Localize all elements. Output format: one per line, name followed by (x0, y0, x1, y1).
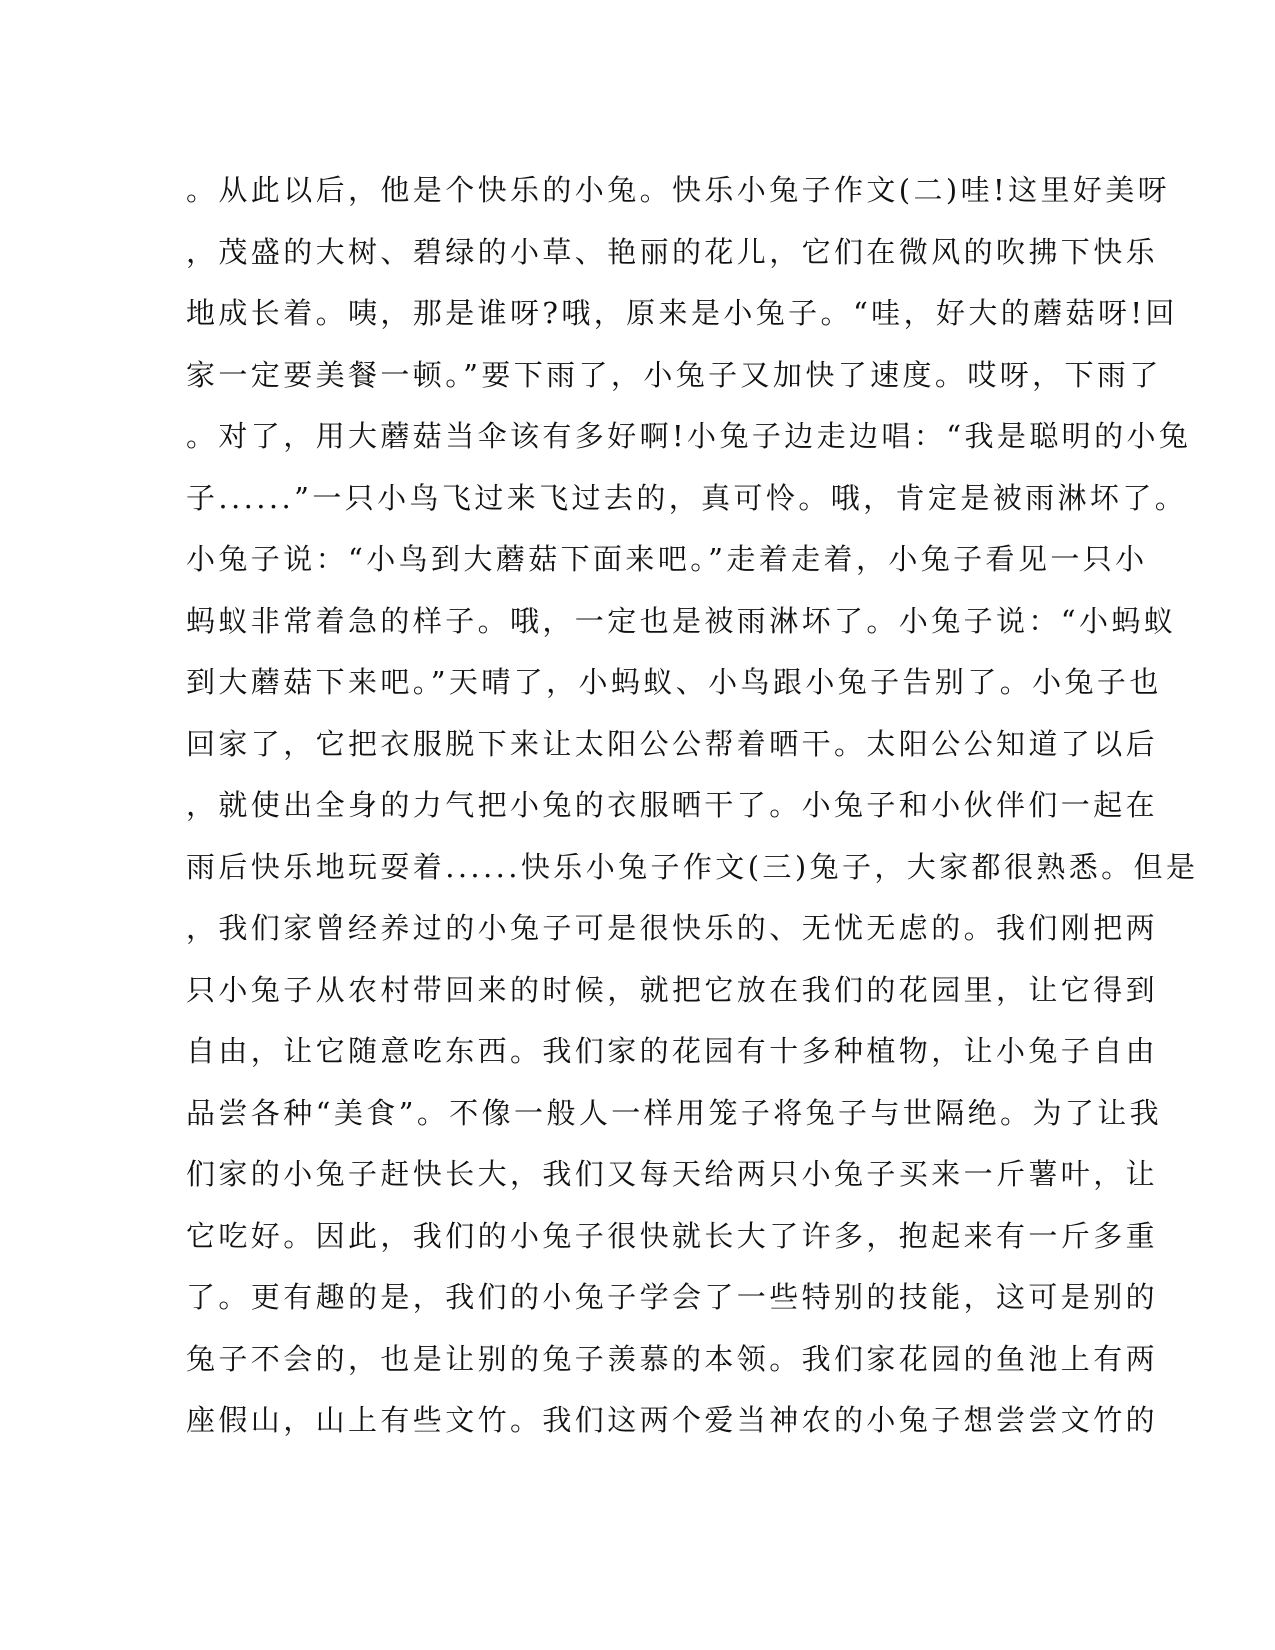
text-line: 只小兔子从农村带回来的时候，就把它放在我们的花园里，让它得到 (186, 972, 1159, 1007)
text-line: 小兔子说：“小鸟到大蘑菇下面来吧。”走着走着，小兔子看见一只小 (186, 542, 1148, 576)
text-line: 家一定要美餐一顿。”要下雨了，小兔子又加快了速度。哎呀，下雨了 (186, 357, 1162, 392)
text-line: 座假山，山上有些文竹。我们这两个爱当神农的小兔子想尝尝文竹的 (186, 1403, 1159, 1437)
text-line: 。对了，用大蘑菇当伞该有多好啊!小兔子边走边唱：“我是聪明的小兔 (186, 419, 1192, 453)
text-line: ，我们家曾经养过的小兔子可是很快乐的、无忧无虑的。我们刚把两 (186, 911, 1159, 945)
text-line: 蚂蚁非常着急的样子。哦，一定也是被雨淋坏了。小兔子说：“小蚂蚁 (186, 603, 1177, 638)
text-line: 们家的小兔子赶快长大，我们又每天给两只小兔子买来一斤薯叶，让 (186, 1157, 1159, 1191)
body-text (186, 160, 1199, 1452)
text-line: ，就使出全身的力气把小兔的衣服晒干了。小兔子和小伙伴们一起在 (186, 788, 1159, 822)
text-line: 子......”一只小鸟飞过来飞过去的，真可怜。哦，肯定是被雨淋坏了。 (186, 480, 1188, 515)
text-line: 。从此以后，他是个快乐的小兔。快乐小兔子作文(二)哇!这里好美呀 (186, 173, 1171, 207)
text-line: 到大蘑菇下来吧。”天晴了，小蚂蚁、小鸟跟小兔子告别了。小兔子也 (186, 665, 1162, 699)
text-line: 品尝各种“美食”。不像一般人一样用笼子将兔子与世隔绝。为了让我 (186, 1095, 1163, 1130)
text-line: 雨后快乐地玩耍着......快乐小兔子作文(三)兔子，大家都很熟悉。但是 (186, 849, 1199, 884)
text-line: 了。更有趣的是，我们的小兔子学会了一些特别的技能，这可是别的 (186, 1280, 1159, 1314)
text-line: ，茂盛的大树、碧绿的小草、艳丽的花儿，它们在微风的吹拂下快乐 (186, 234, 1159, 269)
text-line: 兔子不会的，也是让别的兔子羡慕的本领。我们家花园的鱼池上有两 (186, 1341, 1159, 1376)
text-line: 地成长着。咦，那是谁呀?哦，原来是小兔子。“哇，好大的蘑菇呀!回 (186, 296, 1178, 330)
text-line: 它吃好。因此，我们的小兔子很快就长大了许多，抱起来有一斤多重 (186, 1218, 1159, 1253)
text-line: 自由，让它随意吃东西。我们家的花园有十多种植物，让小兔子自由 (186, 1034, 1159, 1068)
text-line: 回家了，它把衣服脱下来让太阳公公帮着晒干。太阳公公知道了以后 (186, 726, 1159, 761)
